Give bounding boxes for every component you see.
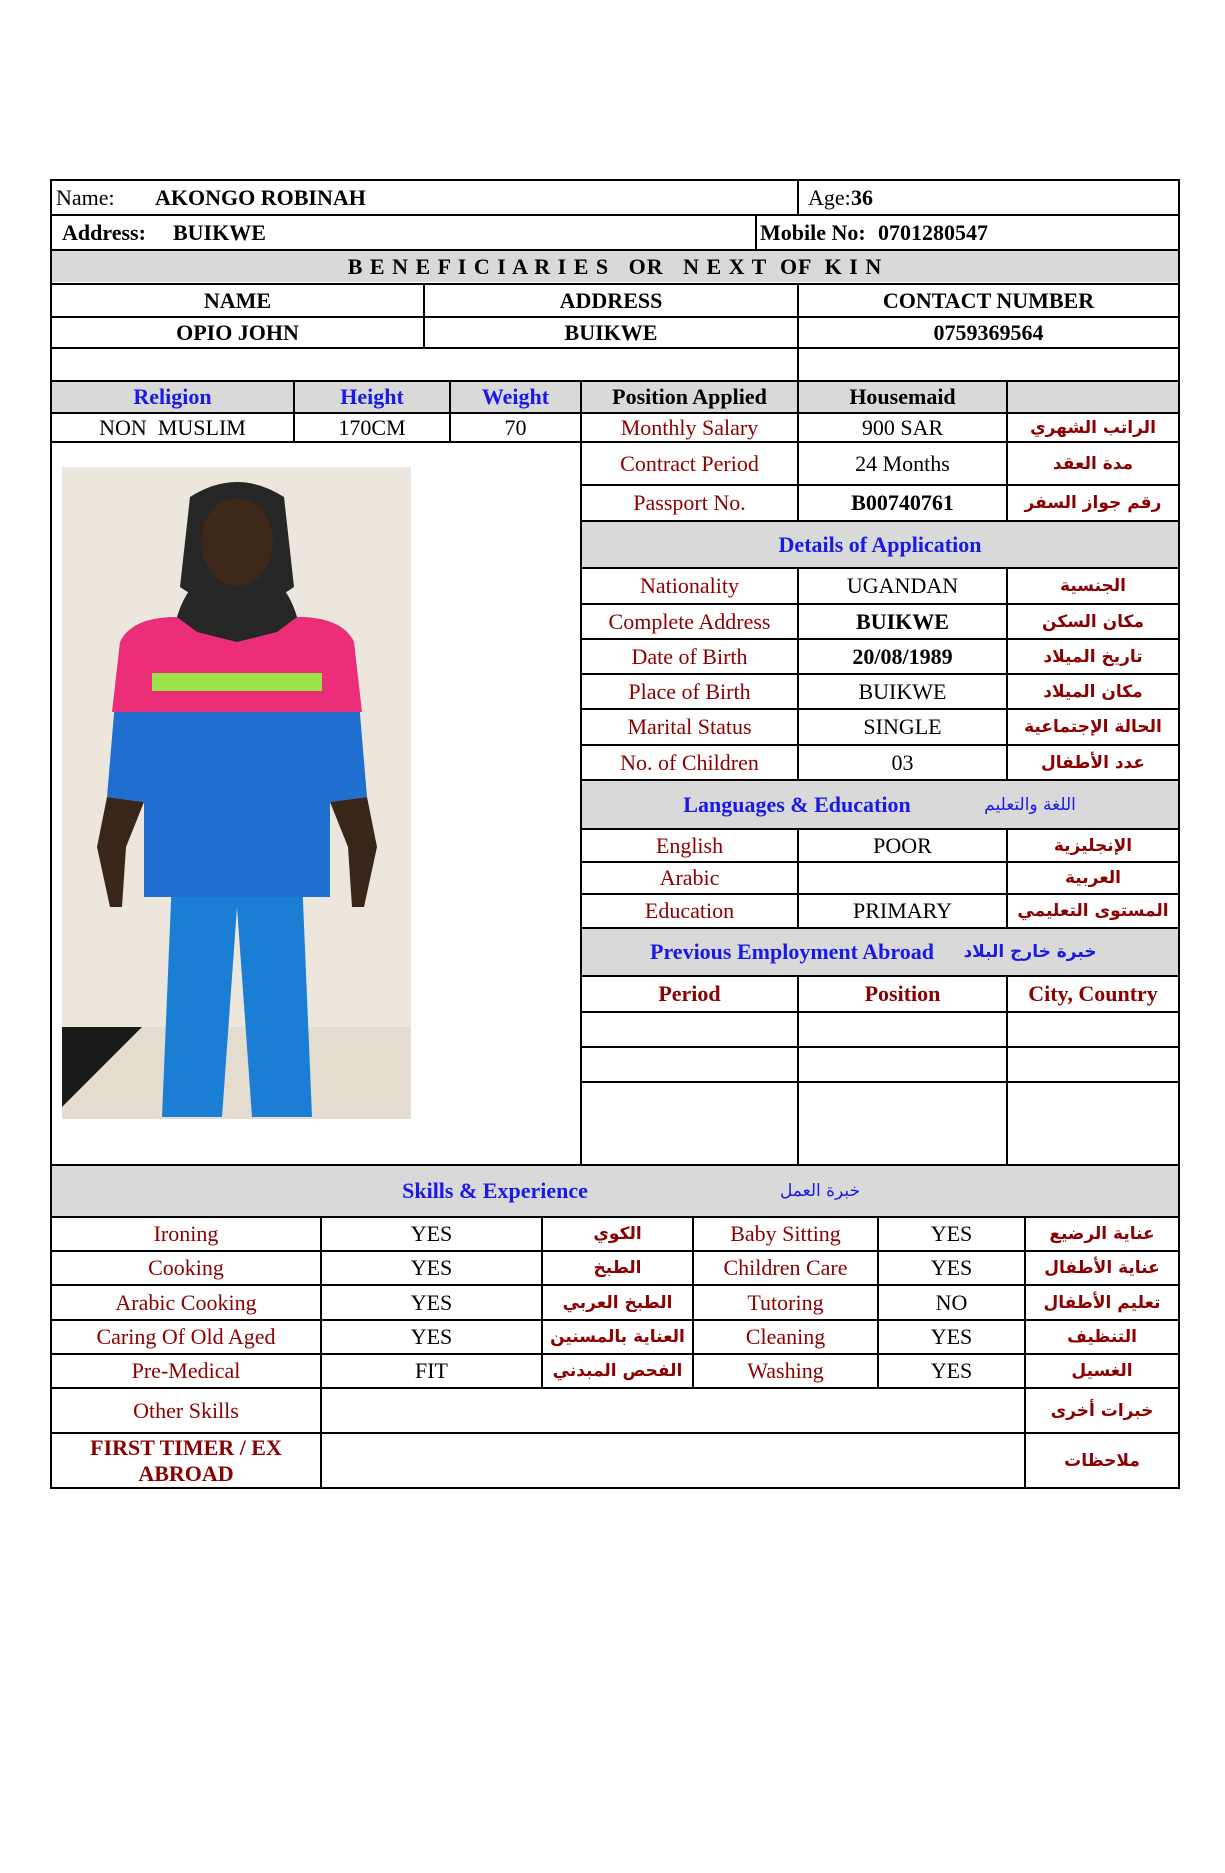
skills-title-ar: خبرة العمل (779, 1181, 861, 1201)
skill-value: YES (410, 1255, 453, 1280)
skill-label: Ironing (153, 1221, 219, 1246)
skill-value: NO (935, 1289, 968, 1315)
skill-ar: عناية الرضيع (1049, 1224, 1155, 1244)
skill-value: YES (930, 1255, 973, 1280)
marital-ar: الحالة الإجتماعية (1024, 717, 1162, 737)
weight-header: Weight (481, 384, 550, 409)
other-skills-label: Other Skills (133, 1397, 239, 1423)
pob-label: Place of Birth (628, 678, 751, 704)
skill-value: YES (930, 1358, 973, 1383)
skill-label: Washing (747, 1358, 824, 1383)
skill-ar: الطبخ (593, 1258, 642, 1278)
contract-period-label: Contract Period (620, 450, 759, 476)
children-label: No. of Children (620, 749, 759, 775)
marital-label: Marital Status (627, 714, 752, 739)
skill-label: Baby Sitting (730, 1221, 841, 1246)
details-title: Details of Application (778, 531, 982, 557)
skill-label: Arabic Cooking (115, 1289, 257, 1315)
skill-ar: عناية الأطفال (1044, 1258, 1160, 1278)
passport-ar: رقم جواز السفر (1024, 493, 1162, 513)
position-header: Position (864, 981, 941, 1006)
education-value: PRIMARY (852, 898, 953, 923)
languages-title: Languages & Education (683, 791, 911, 817)
english-label: English (655, 832, 724, 858)
beneficiary-name: OPIO JOHN (176, 319, 299, 345)
skill-ar: تعليم الأطفال (1043, 1292, 1161, 1313)
dob-value: 20/08/1989 (852, 643, 953, 669)
beneficiaries-title: B E N E F I C I A R I E S OR N E X T OF K I N (347, 254, 883, 279)
contract-period-value: 24 Months (855, 450, 950, 476)
height-header: Height (340, 384, 404, 409)
nationality-ar: الجنسية (1060, 576, 1126, 596)
arabic-value (799, 863, 1006, 893)
position-applied-header: Position Applied (612, 384, 767, 409)
skill-label: Caring Of Old Aged (96, 1324, 276, 1349)
passport-value: B00740761 (851, 490, 954, 515)
skill-value: YES (410, 1221, 453, 1246)
skill-ar: الكوي (593, 1224, 642, 1244)
languages-title-ar: اللغة والتعليم (984, 794, 1076, 815)
period-header: Period (658, 981, 721, 1006)
religion-value: NON MUSLIM (99, 414, 246, 440)
skill-label: Cleaning (745, 1324, 826, 1349)
skill-value: YES (410, 1324, 453, 1349)
skill-ar: التنظيف (1067, 1327, 1137, 1347)
city-country-header: City, Country (1028, 981, 1158, 1006)
skill-label: Cooking (148, 1255, 224, 1280)
marital-value: SINGLE (863, 714, 942, 739)
height-value: 170CM (338, 414, 406, 440)
pob-value: BUIKWE (858, 678, 947, 704)
skill-value: YES (930, 1324, 973, 1349)
complete-address-label: Complete Address (608, 608, 771, 634)
contract-period-ar: مدة العقد (1052, 453, 1134, 474)
skill-value: FIT (415, 1358, 448, 1383)
complete-address-ar: مكان السكن (1042, 611, 1144, 632)
arabic-ar: العربية (1065, 868, 1122, 888)
skill-value: YES (410, 1289, 453, 1315)
remarks-label: FIRST TIMER / EX ABROAD (90, 1434, 282, 1486)
skill-ar: الطبخ العربي (562, 1292, 673, 1313)
beneficiary-address: BUIKWE (564, 319, 658, 345)
children-ar: عدد الأطفال (1041, 752, 1145, 773)
skill-label: Pre-Medical (131, 1358, 241, 1383)
mobile-label: Mobile No: (760, 219, 866, 245)
education-label: Education (644, 898, 735, 923)
beneficiary-contact: 0759369564 (933, 319, 1044, 345)
children-value: 03 (891, 749, 914, 775)
other-skills-ar: خبرات أخرى (1050, 1400, 1154, 1421)
pob-ar: مكان الميلاد (1043, 681, 1143, 702)
employment-title-ar: خبرة خارج البلاد (963, 942, 1097, 962)
age-value: 36 (851, 184, 873, 210)
position-value: Housemaid (849, 384, 956, 409)
skill-label: Children Care (723, 1255, 848, 1280)
beneficiary-contact-header: CONTACT NUMBER (882, 287, 1095, 313)
candidate-photo (62, 467, 411, 1119)
nationality-label: Nationality (640, 573, 739, 598)
skill-label: Tutoring (747, 1289, 824, 1315)
weight-value: 70 (504, 414, 527, 440)
english-ar: الإنجليزية (1053, 835, 1133, 856)
remarks-ar: ملاحظات (1064, 1450, 1140, 1471)
nationality-value: UGANDAN (846, 573, 959, 598)
skills-title: Skills & Experience (402, 1178, 588, 1203)
passport-label: Passport No. (633, 490, 746, 515)
education-ar: المستوى التعليمي (1017, 901, 1169, 921)
religion-header: Religion (133, 384, 212, 409)
address-label: Address: (62, 219, 146, 245)
age-label: Age: (808, 184, 851, 210)
complete-address-value: BUIKWE (856, 608, 949, 634)
monthly-salary-ar: الراتب الشهري (1030, 417, 1156, 438)
employment-title: Previous Employment Abroad (650, 939, 934, 964)
name-label: Name: (56, 184, 115, 210)
dob-ar: تاريخ الميلاد (1043, 646, 1143, 667)
beneficiary-name-header: NAME (203, 287, 272, 313)
skill-ar: الغسيل (1071, 1361, 1133, 1381)
skill-ar: العناية بالمسنين (550, 1327, 685, 1347)
skill-ar: الفحص المبدني (552, 1361, 683, 1381)
arabic-label: Arabic (659, 865, 720, 890)
name-value: AKONGO ROBINAH (155, 184, 366, 210)
address-value: BUIKWE (173, 219, 266, 245)
english-value: POOR (873, 832, 932, 858)
beneficiary-address-header: ADDRESS (559, 287, 663, 313)
skill-value: YES (930, 1221, 973, 1246)
dob-label: Date of Birth (631, 643, 748, 669)
monthly-salary-value: 900 SAR (861, 414, 944, 440)
mobile-value: 0701280547 (878, 219, 988, 245)
monthly-salary-label: Monthly Salary (620, 414, 759, 440)
